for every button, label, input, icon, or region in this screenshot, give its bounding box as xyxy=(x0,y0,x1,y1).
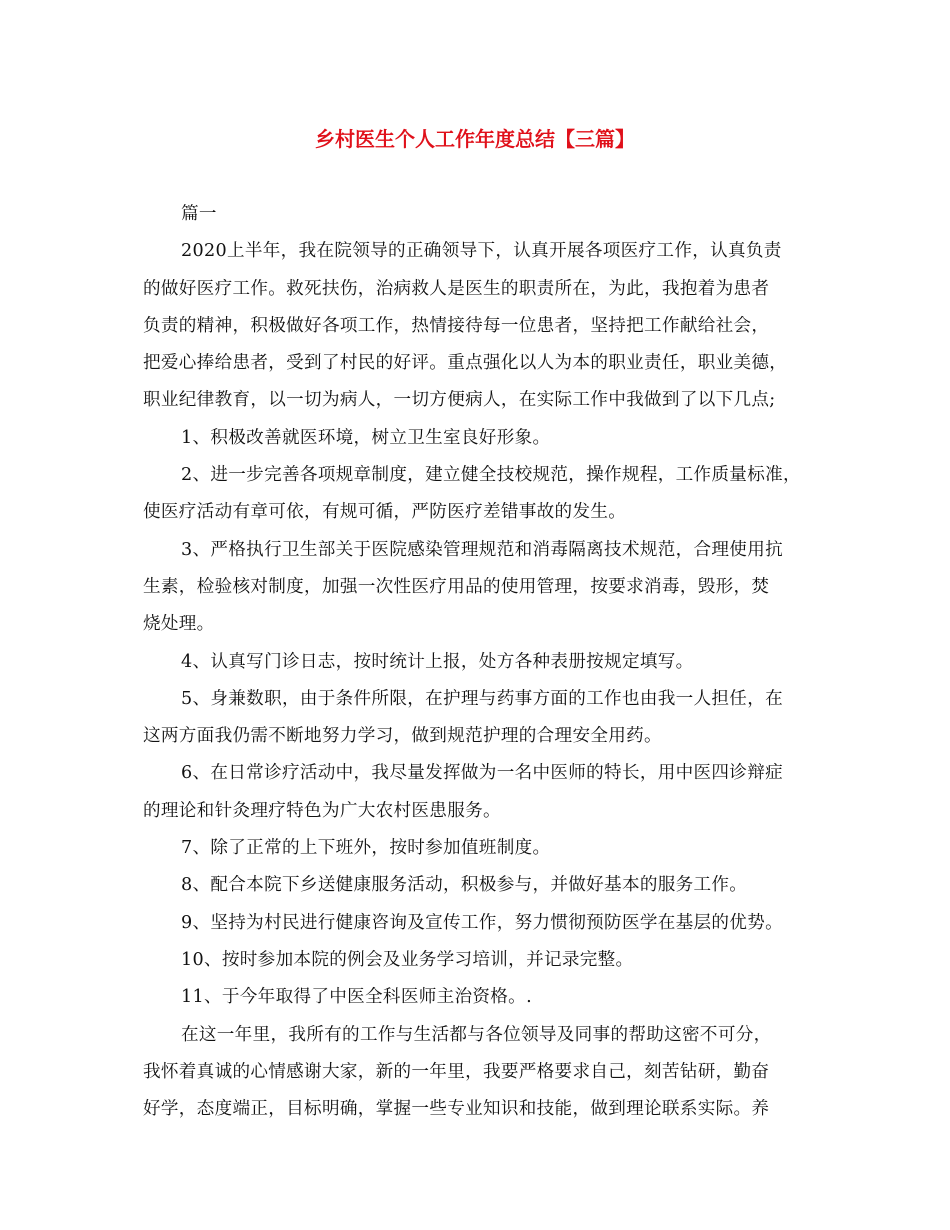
paragraph xyxy=(143,644,815,681)
paragraph-line: 篇一 xyxy=(181,204,217,224)
paragraph-line: 2、进一步完善各项规章制度，建立健全技校规范，操作规程，工作质量标准， xyxy=(181,465,801,486)
paragraph xyxy=(143,1017,815,1129)
paragraph-line: 2020上半年，我在院领导的正确领导下，认真开展各项医疗工作，认真负责 xyxy=(181,241,782,262)
paragraph xyxy=(143,233,815,419)
paragraph-line: 9、坚持为村民进行健康咨询及宣传工作，努力惯彻预防医学在基层的优势。 xyxy=(181,912,783,933)
paragraph-line: 生素，检验核对制度，加强一次性医疗用品的使用管理，按要求消毒，毁形，焚 xyxy=(143,576,770,597)
paragraph xyxy=(143,420,815,457)
paragraph-line: 的理论和针灸理疗特色为广大农村医患服务。 xyxy=(143,800,501,821)
paragraph xyxy=(143,196,815,233)
paragraph-line: 把爱心捧给患者，受到了村民的好评。重点强化以人为本的职业责任，职业美德， xyxy=(143,353,788,374)
document-body xyxy=(143,196,815,1128)
document-title: 乡村医生个人工作年度总结【三篇】 xyxy=(315,127,635,151)
paragraph-line: 7、除了正常的上下班外，按时参加值班制度。 xyxy=(181,838,551,859)
paragraph-line: 8、配合本院下乡送健康服务活动，积极参与，并做好基本的服务工作。 xyxy=(181,875,748,896)
paragraph xyxy=(143,867,815,904)
paragraph-line: 6、在日常诊疗活动中，我尽量发挥做为一名中医师的特长，用中医四诊辩症 xyxy=(181,763,783,784)
paragraph xyxy=(143,457,815,532)
paragraph-line: 1、积极改善就医环境，树立卫生室良好形象。 xyxy=(181,427,551,448)
paragraph-line: 10、按时参加本院的例会及业务学习培训，并记录完整。 xyxy=(181,949,634,970)
paragraph-line: 负责的精神，积极做好各项工作，热情接待每一位患者，坚持把工作献给社会， xyxy=(143,315,770,336)
paragraph-line: 烧处理。 xyxy=(143,614,215,635)
paragraph-line: 我怀着真诚的心情感谢大家，新的一年里，我要严格要求自己，刻苦钻研，勤奋 xyxy=(143,1061,770,1082)
paragraph-line: 11、于今年取得了中医全科医师主治资格。. xyxy=(181,987,532,1008)
paragraph-line: 3、严格执行卫生部关于医院感染管理规范和消毒隔离技术规范，合理使用抗 xyxy=(181,539,783,560)
paragraph xyxy=(143,979,815,1016)
paragraph-line: 5、身兼数职，由于条件所限，在护理与药事方面的工作也由我一人担任，在 xyxy=(181,688,783,709)
paragraph xyxy=(143,942,815,979)
paragraph xyxy=(143,830,815,867)
paragraph-line: 职业纪律教育，以一切为病人，一切方便病人，在实际工作中我做到了以下几点; xyxy=(143,390,776,411)
paragraph xyxy=(143,755,815,830)
paragraph-line: 使医疗活动有章可依，有规可循，严防医疗差错事故的发生。 xyxy=(143,502,627,523)
paragraph-line: 的做好医疗工作。救死扶伤，治病救人是医生的职责所在，为此，我抱着为患者 xyxy=(143,278,770,299)
paragraph xyxy=(143,681,815,756)
paragraph xyxy=(143,905,815,942)
paragraph-line: 在这一年里，我所有的工作与生活都与各位领导及同事的帮助这密不可分， xyxy=(181,1024,772,1045)
paragraph-line: 4、认真写门诊日志，按时统计上报，处方各种表册按规定填写。 xyxy=(181,651,694,672)
paragraph-line: 这两方面我仍需不断地努力学习，做到规范护理的合理安全用药。 xyxy=(143,726,662,747)
paragraph-line: 好学，态度端正，目标明确，掌握一些专业知识和技能，做到理论联系实际。养 xyxy=(143,1099,770,1120)
paragraph xyxy=(143,532,815,644)
